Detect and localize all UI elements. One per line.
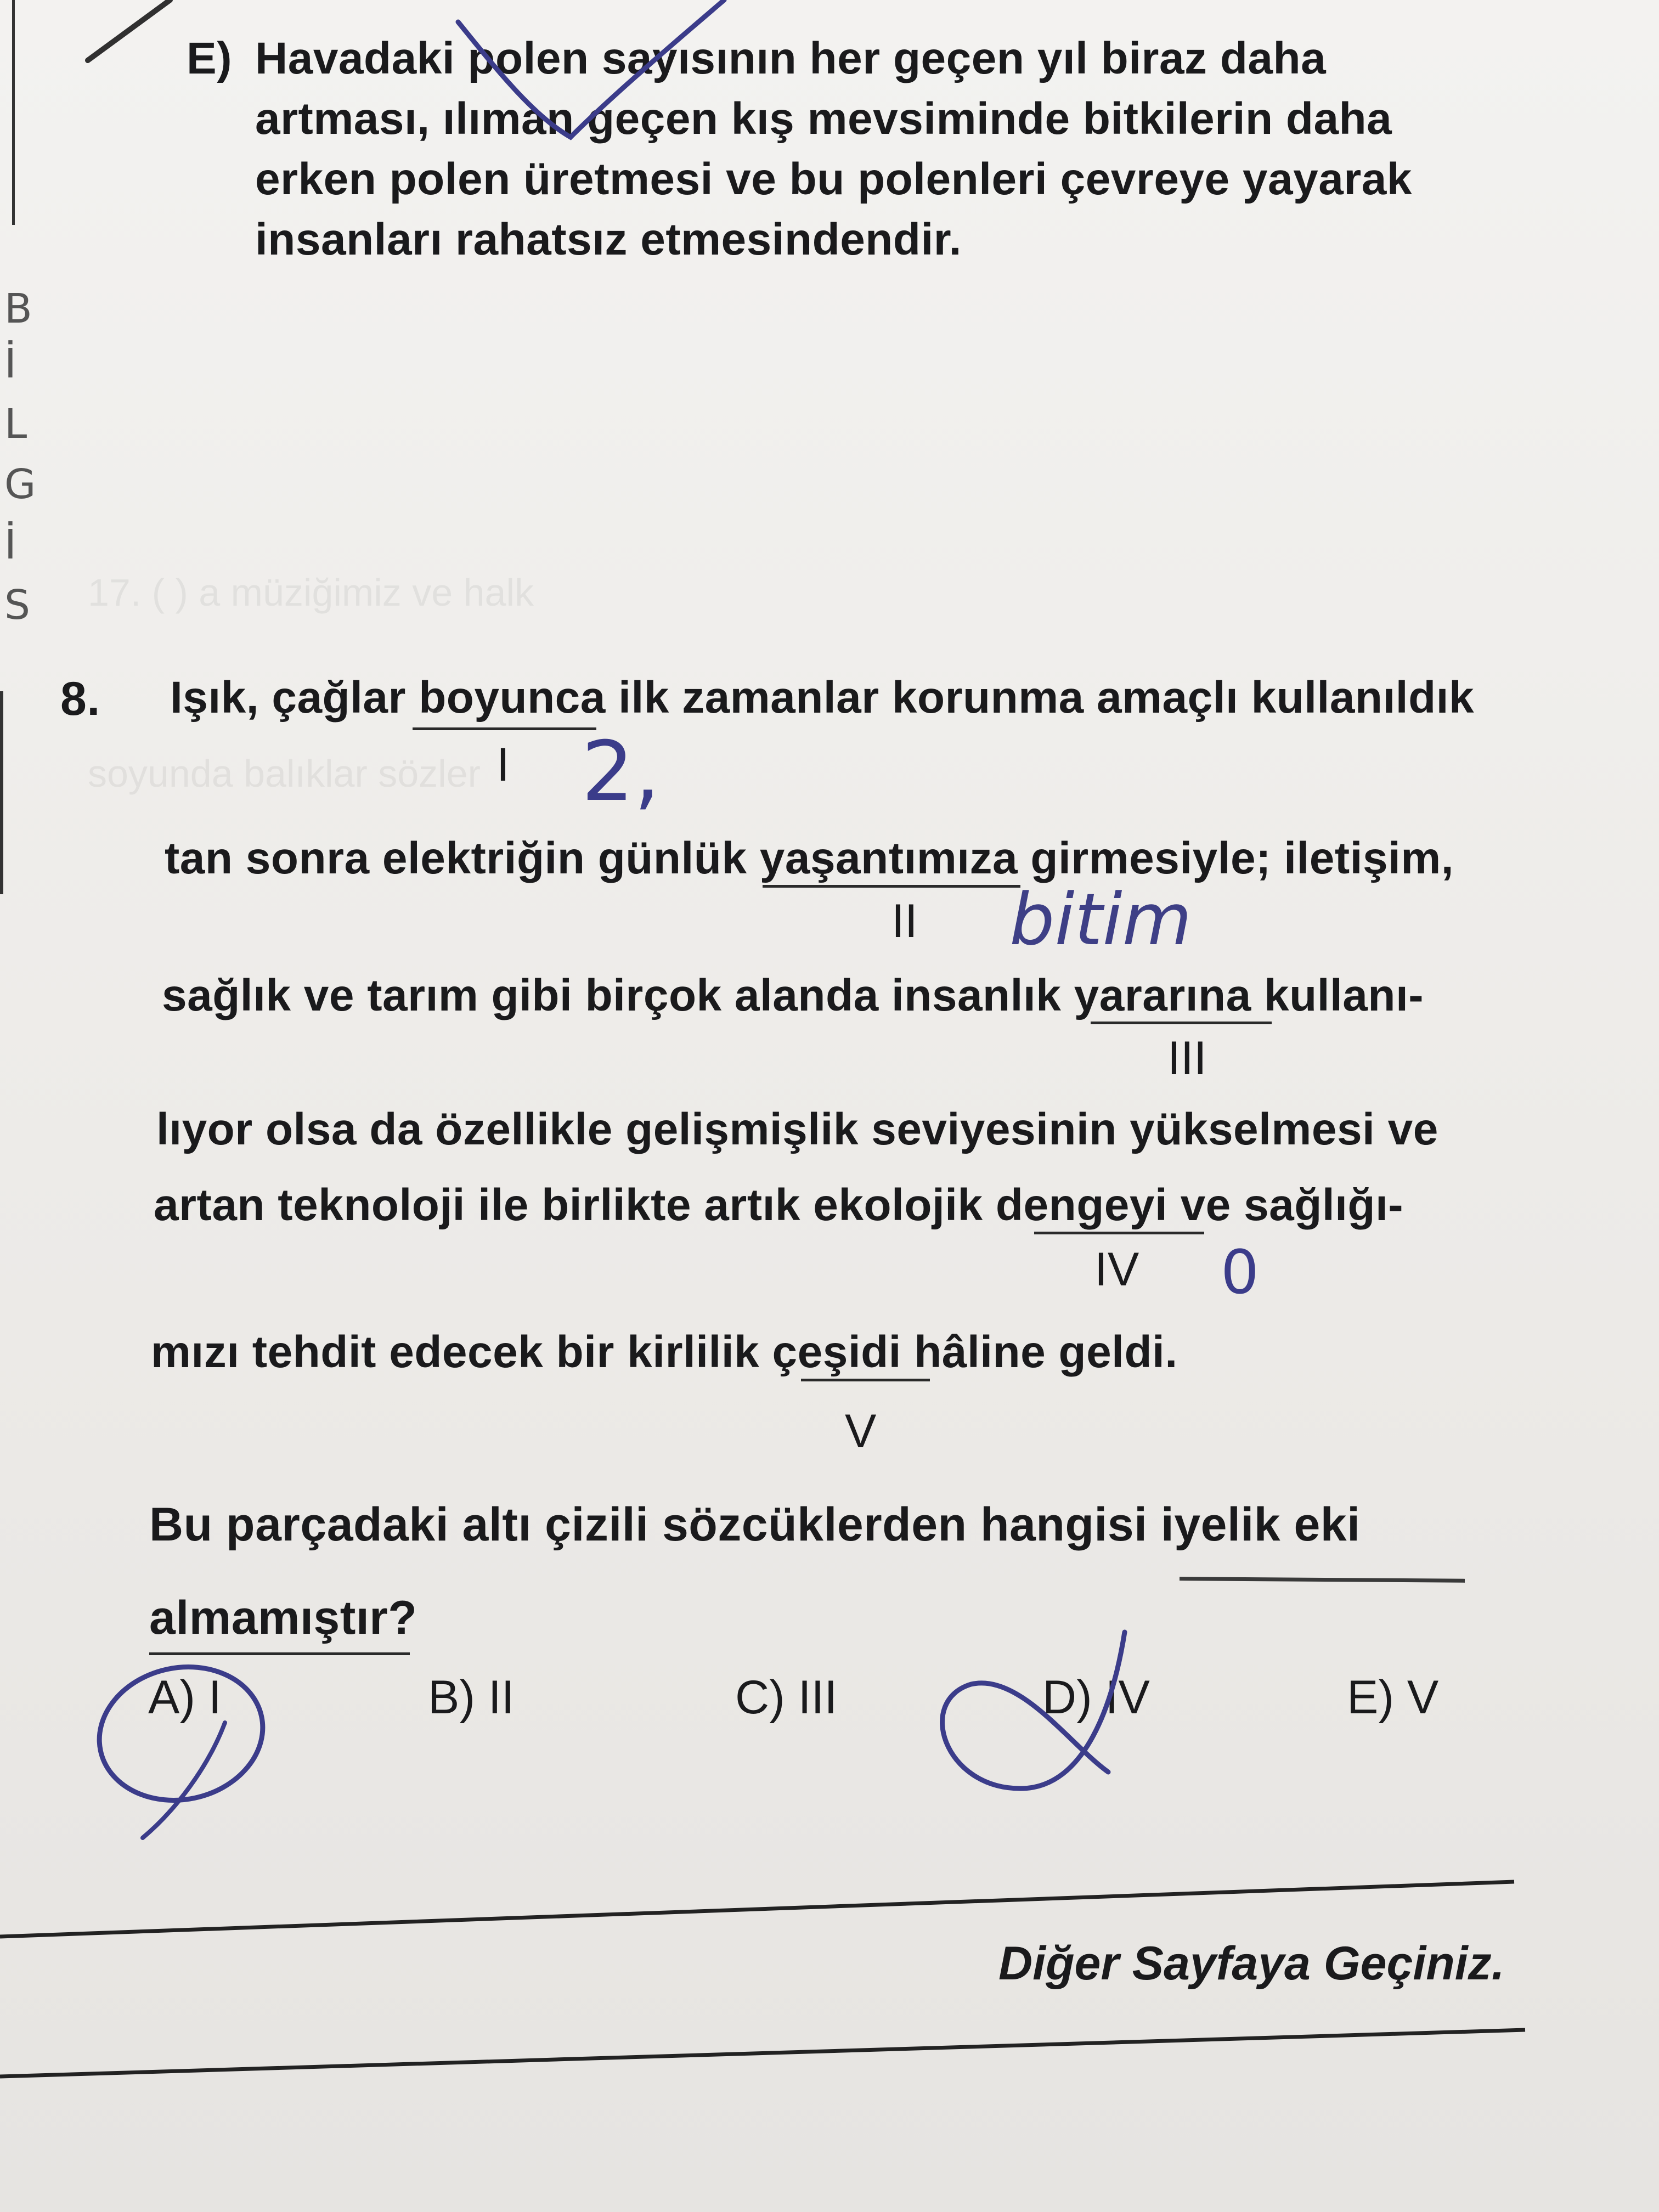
underlined-word-3: yararına [1074, 970, 1251, 1020]
option-a[interactable]: A) I [148, 1671, 222, 1724]
margin-letter: L [4, 400, 27, 448]
underlined-word-2: yaşantımıza [759, 833, 1018, 883]
prev-option-line: Havadaki polen sayısının her geçen yıl biraz daha [255, 33, 1327, 83]
option-b[interactable]: B) II [428, 1671, 515, 1724]
option-c[interactable]: C) III [735, 1671, 838, 1724]
margin-letter: B [4, 285, 32, 332]
underlined-word-4: dengeyi [995, 1180, 1168, 1230]
prev-option-line: erken polen üretmesi ve bu polenleri çevreye yayarak [255, 154, 1412, 204]
prev-option-line: insanları rahatsız etmesindendir. [255, 215, 962, 264]
text-run: artan teknoloji ile birlikte artık ekolojik [154, 1180, 996, 1230]
underlined-word-5: çeşidi [772, 1327, 901, 1377]
underlined-word-1: boyunca [419, 673, 606, 723]
footer-rule-bottom [0, 2030, 1525, 2076]
roman-mark-4: IV [1094, 1243, 1139, 1296]
text-run: kullanı- [1251, 970, 1424, 1020]
roman-mark-1: I [496, 738, 510, 791]
option-d[interactable]: D) IV [1042, 1671, 1150, 1724]
option-a-tail [143, 1723, 225, 1838]
margin-letter: İ [4, 521, 16, 568]
bleed-through-text: 17. ( ) a müziğimiz ve halk [88, 571, 534, 614]
question-prompt: Bu parçadaki altı çizili sözcüklerden hangisi iyelik eki [149, 1498, 1361, 1551]
bleed-through-text: soyunda balıklar sözler [88, 752, 481, 795]
option-e[interactable]: E) V [1347, 1671, 1439, 1724]
text-run: ilk zamanlar korunma amaçlı kullanıldık [605, 673, 1475, 723]
question-number: 8. [60, 673, 100, 725]
roman-mark-2: II [891, 895, 918, 947]
margin-letter: G [4, 461, 36, 508]
question-line-4: lıyor olsa da özellikle gelişmişlik seviyesinin yükselmesi ve [156, 1104, 1438, 1154]
prev-option-label: E) [187, 33, 232, 83]
question-prompt-end: almamıştır? [149, 1592, 417, 1644]
next-page-note: Diğer Sayfaya Geçiniz. [998, 1937, 1505, 1990]
roman-mark-3: III [1167, 1032, 1207, 1085]
pen-check-stroke [88, 0, 170, 60]
margin-letter: İ [4, 340, 16, 387]
roman-mark-5: V [845, 1405, 877, 1458]
handwritten-circle-mark: 0 [1221, 1237, 1259, 1307]
text-run: mızı tehdit edecek bir kirlilik [151, 1327, 772, 1377]
option-a-circle [87, 1652, 275, 1815]
margin-letter: S [4, 582, 30, 629]
option-d-loop [943, 1632, 1125, 1788]
text-run: tan sonra elektriğin günlük [165, 833, 760, 883]
text-run: girmesiyle; iletişim, [1018, 833, 1454, 883]
handwritten-word: bitim [1009, 878, 1192, 961]
text-run: hâline geldi. [901, 1327, 1178, 1377]
footer-rule-top [0, 1882, 1514, 1937]
text-run: Işık, çağlar [170, 673, 419, 723]
pen-tick-stroke [458, 0, 724, 137]
text-run: ve sağlığı- [1167, 1180, 1404, 1230]
handwritten-number: 2, [582, 724, 661, 820]
prev-option-line: artması, ılıman geçen kış mevsiminde bitkilerin daha [255, 94, 1392, 144]
text-run: sağlık ve tarım gibi birçok alanda insanlık [162, 970, 1074, 1020]
